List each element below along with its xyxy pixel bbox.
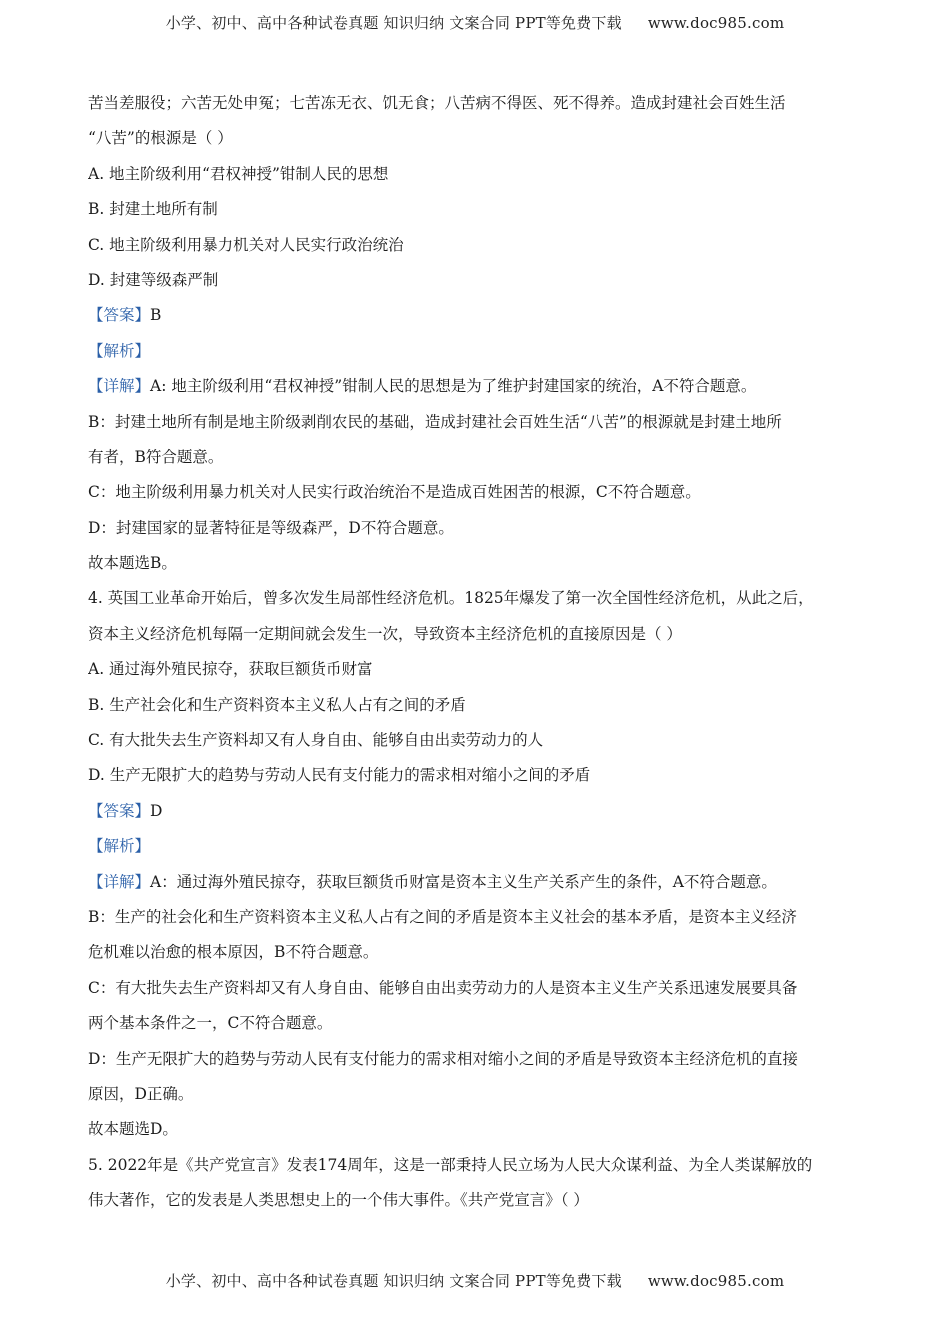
text-line <box>88 900 868 935</box>
line-text: D：生产无限扩大的趋势与劳动人民有支付能力的需求相对缩小之间的矛盾是导致资本主经济危机的直接 <box>88 1049 798 1068</box>
footer-text: 小学、初中、高中各种试卷真题 知识归纳 文案合同 PPT等免费下载 <box>165 1272 622 1290</box>
page-header <box>0 12 950 33</box>
line-text: B：封建土地所有制是地主阶级剥削农民的基础，造成封建社会百姓生活“八苦”的根源就是封建土地所 <box>88 412 782 431</box>
text-line <box>88 475 868 510</box>
text-line <box>88 688 868 723</box>
line-text: A：通过海外殖民掠夺，获取巨额货币财富是资本主义生产关系产生的条件，A不符合题意。 <box>150 872 777 891</box>
line-text: B <box>150 306 162 325</box>
page-footer <box>0 1270 950 1291</box>
line-text: 故本题选D。 <box>88 1120 178 1139</box>
text-line <box>88 1077 868 1112</box>
line-text: C. 有大批失去生产资料却又有人身自由、能够自由出卖劳动力的人 <box>88 731 544 750</box>
header-text: 小学、初中、高中各种试卷真题 知识归纳 文案合同 PPT等免费下载 <box>165 14 622 32</box>
text-line <box>88 228 868 263</box>
line-text: A: 地主阶级利用“君权神授”钳制人民的思想是为了维护封建国家的统治，A不符合题意。 <box>150 377 757 396</box>
text-line <box>88 440 868 475</box>
line-text: D. 生产无限扩大的趋势与劳动人民有支付能力的需求相对缩小之间的矛盾 <box>88 766 591 785</box>
text-line <box>88 405 868 440</box>
text-line <box>88 1006 868 1041</box>
text-line <box>88 334 868 369</box>
text-line <box>88 935 868 970</box>
text-line <box>88 1112 868 1147</box>
text-line <box>88 546 868 581</box>
text-line <box>88 298 868 333</box>
line-text: A. 地主阶级利用“君权神授”钳制人民的思想 <box>88 164 389 183</box>
text-line <box>88 121 868 156</box>
text-line <box>88 369 868 404</box>
text-line <box>88 1148 868 1183</box>
text-line <box>88 511 868 546</box>
section-tag: 【答案】 <box>88 306 151 325</box>
text-line <box>88 581 868 616</box>
line-text: 原因，D正确。 <box>88 1084 194 1103</box>
line-text: D <box>150 801 163 820</box>
line-text: D. 封建等级森严制 <box>88 270 219 289</box>
text-line <box>88 1183 868 1218</box>
line-text: “八苦”的根源是（ ） <box>88 129 233 148</box>
section-tag: 【解析】 <box>88 341 151 360</box>
text-line <box>88 758 868 793</box>
line-text: 故本题选B。 <box>88 554 177 573</box>
text-line <box>88 829 868 864</box>
text-line <box>88 971 868 1006</box>
line-text: C：有大批失去生产资料却又有人身自由、能够自由出卖劳动力的人是资本主义生产关系迅速发展要具备 <box>88 978 798 997</box>
section-tag: 【答案】 <box>88 801 151 820</box>
line-text: 危机难以治愈的根本原因，B不符合题意。 <box>88 943 379 962</box>
section-tag: 【解析】 <box>88 837 151 856</box>
text-line <box>88 652 868 687</box>
line-text: C：地主阶级利用暴力机关对人民实行政治统治不是造成百姓困苦的根源，C不符合题意。 <box>88 483 701 502</box>
text-line <box>88 723 868 758</box>
line-text: B：生产的社会化和生产资料资本主义私人占有之间的矛盾是资本主义社会的基本矛盾，是资本主义经济 <box>88 907 797 926</box>
text-line <box>88 794 868 829</box>
line-text: B. 生产社会化和生产资料资本主义私人占有之间的矛盾 <box>88 695 466 714</box>
line-text: 苦当差服役；六苦无处申冤；七苦冻无衣、饥无食；八苦病不得医、死不得养。造成封建社会百姓生活 <box>88 94 786 112</box>
text-line <box>88 157 868 192</box>
text-line <box>88 617 868 652</box>
line-text: 4. 英国工业革命开始后，曾多次发生局部性经济危机。1825年爆发了第一次全国性经济危机，从此之后， <box>88 589 814 608</box>
line-text: C. 地主阶级利用暴力机关对人民实行政治统治 <box>88 235 404 254</box>
document-body <box>88 86 868 1219</box>
footer-url: www.doc985.com <box>647 1272 785 1290</box>
header-url: www.doc985.com <box>647 14 785 32</box>
line-text: 有者，B符合题意。 <box>88 447 224 466</box>
line-text: 两个基本条件之一，C不符合题意。 <box>88 1014 333 1033</box>
line-text: A. 通过海外殖民掠夺，获取巨额货币财富 <box>88 660 373 679</box>
line-text: B. 封建土地所有制 <box>88 200 218 219</box>
section-tag: 【详解】 <box>88 377 151 396</box>
line-text: 伟大著作，它的发表是人类思想史上的一个伟大事件。《共产党宣言》（ ） <box>88 1191 589 1210</box>
line-text: 5. 2022年是《共产党宣言》发表174周年，这是一部秉持人民立场为人民大众谋利益、为全人类谋解放的 <box>88 1155 813 1174</box>
text-line <box>88 263 868 298</box>
text-line <box>88 86 868 121</box>
section-tag: 【详解】 <box>88 872 151 891</box>
line-text: D：封建国家的显著特征是等级森严，D不符合题意。 <box>88 518 454 537</box>
line-text: 资本主义经济危机每隔一定期间就会发生一次，导致资本主经济危机的直接原因是（ ） <box>88 624 682 643</box>
text-line <box>88 192 868 227</box>
text-line <box>88 1042 868 1077</box>
text-line <box>88 865 868 900</box>
